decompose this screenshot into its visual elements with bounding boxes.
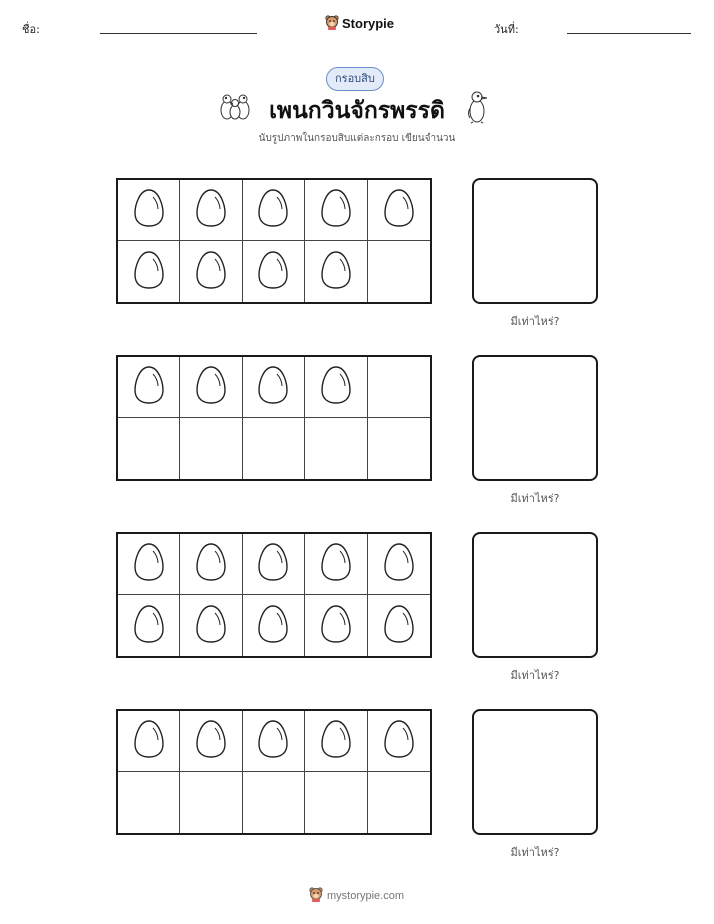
frame-cell	[305, 534, 367, 595]
frame-cell	[180, 595, 242, 656]
egg-icon	[133, 365, 165, 409]
frame-cell	[180, 357, 242, 418]
frame-cell	[243, 772, 305, 833]
egg-icon	[257, 250, 289, 294]
bear-mascot-icon	[309, 886, 323, 905]
frame-cell	[243, 180, 305, 241]
frame-cell	[180, 711, 242, 772]
egg-icon	[320, 188, 352, 232]
egg-icon	[320, 604, 352, 648]
egg-icon	[383, 542, 415, 586]
frame-cell	[118, 534, 180, 595]
egg-icon	[257, 365, 289, 409]
egg-icon	[383, 604, 415, 648]
egg-icon	[133, 188, 165, 232]
ten-frame	[116, 355, 432, 481]
ten-frame	[116, 709, 432, 835]
frame-cell	[305, 772, 367, 833]
name-field[interactable]	[100, 33, 257, 34]
egg-icon	[320, 250, 352, 294]
frame-cell	[180, 241, 242, 302]
frame-cell	[180, 418, 242, 479]
category-badge: กรอบสิบ	[326, 67, 384, 91]
question-label: มีเท่าไหร่?	[510, 492, 560, 505]
egg-icon	[320, 365, 352, 409]
egg-icon	[257, 719, 289, 763]
frame-cell	[180, 180, 242, 241]
answer-box[interactable]	[472, 709, 598, 835]
penguin-icon	[464, 88, 490, 128]
answer-box[interactable]	[472, 178, 598, 304]
instructions: นับรูปภาพในกรอบสิบแต่ละกรอบ เขียนจำนวน	[258, 133, 456, 144]
penguin-family-icon	[218, 90, 252, 126]
frame-cell	[118, 357, 180, 418]
frame-cell	[243, 418, 305, 479]
egg-icon	[133, 719, 165, 763]
egg-icon	[195, 542, 227, 586]
brand-name: Storypie	[342, 16, 395, 31]
frame-cell	[368, 180, 430, 241]
question-label: มีเท่าไหร่?	[510, 846, 560, 859]
frame-cell	[118, 711, 180, 772]
frame-cell	[368, 418, 430, 479]
footer-url[interactable]: mystorypie.com	[327, 889, 405, 902]
answer-box[interactable]	[472, 355, 598, 481]
frame-cell	[305, 418, 367, 479]
egg-icon	[133, 604, 165, 648]
frame-cell	[368, 772, 430, 833]
egg-icon	[195, 719, 227, 763]
egg-icon	[257, 604, 289, 648]
frame-cell	[305, 180, 367, 241]
footer	[309, 886, 404, 905]
frame-cell	[305, 357, 367, 418]
egg-icon	[257, 542, 289, 586]
frame-cell	[118, 418, 180, 479]
date-label: วันที่:	[494, 23, 519, 36]
frame-cell	[368, 241, 430, 302]
frame-cell	[118, 595, 180, 656]
egg-icon	[133, 250, 165, 294]
egg-icon	[195, 250, 227, 294]
frame-cell	[243, 711, 305, 772]
egg-icon	[133, 542, 165, 586]
frame-cell	[368, 534, 430, 595]
answer-box[interactable]	[472, 532, 598, 658]
frame-cell	[118, 241, 180, 302]
frame-cell	[180, 534, 242, 595]
egg-icon	[195, 365, 227, 409]
frame-cell	[243, 534, 305, 595]
ten-frame	[116, 178, 432, 304]
frame-cell	[118, 180, 180, 241]
brand-logo	[325, 14, 394, 33]
frame-cell	[368, 711, 430, 772]
date-field[interactable]	[567, 33, 691, 34]
frame-cell	[305, 711, 367, 772]
frame-cell	[368, 595, 430, 656]
egg-icon	[383, 719, 415, 763]
frame-cell	[243, 595, 305, 656]
frame-cell	[243, 241, 305, 302]
bear-mascot-icon	[325, 14, 339, 33]
question-label: มีเท่าไหร่?	[510, 315, 560, 328]
frame-cell	[368, 357, 430, 418]
ten-frame	[116, 532, 432, 658]
egg-icon	[195, 188, 227, 232]
egg-icon	[195, 604, 227, 648]
frame-cell	[180, 772, 242, 833]
egg-icon	[320, 542, 352, 586]
frame-cell	[243, 357, 305, 418]
frame-cell	[305, 595, 367, 656]
egg-icon	[320, 719, 352, 763]
egg-icon	[383, 188, 415, 232]
frame-cell	[305, 241, 367, 302]
question-label: มีเท่าไหร่?	[510, 669, 560, 682]
page-title: เพนกวินจักรพรรดิ	[269, 98, 445, 124]
egg-icon	[257, 188, 289, 232]
name-label: ชื่อ:	[22, 23, 40, 36]
frame-cell	[118, 772, 180, 833]
